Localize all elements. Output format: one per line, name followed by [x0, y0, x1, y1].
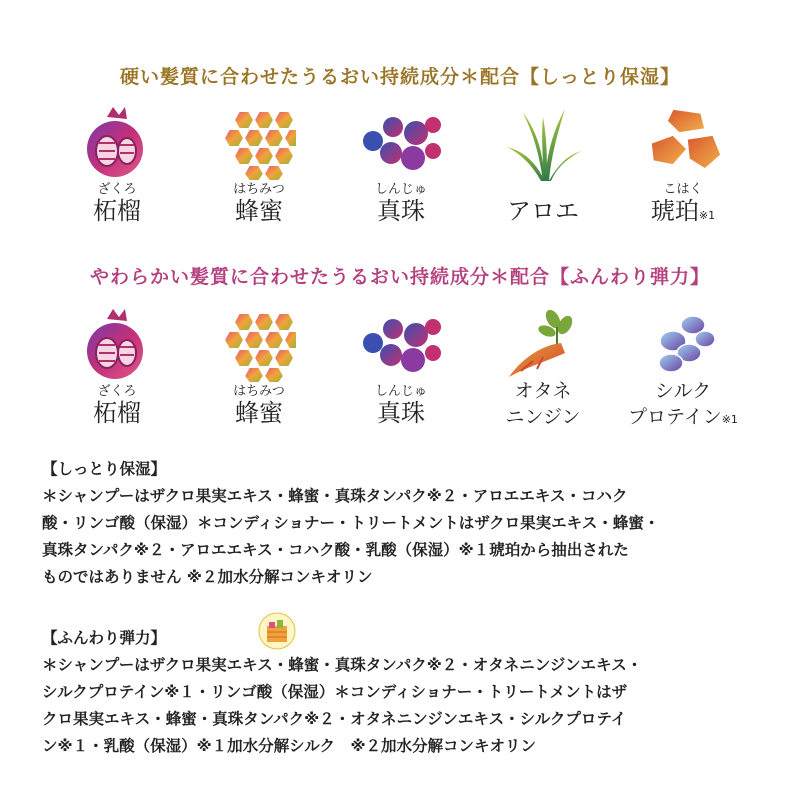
pearls-icon: [361, 305, 441, 385]
ingredient-line: ＊シャンプーはザクロ果実エキス・蜂蜜・真珠タンパク※２・アロエエキス・コハク: [42, 487, 628, 505]
ingredient-line: シルクプロテイン※１・リンゴ酸（保湿）＊コンディショナー・トリートメントはザ: [42, 683, 628, 701]
furigana-label: しんじゅ: [374, 182, 427, 197]
honey-item: [204, 305, 314, 455]
moist-title: 【しっとり保湿】: [42, 460, 167, 478]
ginseng-item: [488, 305, 598, 455]
ingredient-name: 真珠: [377, 399, 425, 427]
footnote-mark: ※1: [721, 413, 738, 426]
ingredient-line: 酸・リンゴ酸（保湿）＊コンディショナー・トリートメントはザクロ果実エキス・蜂蜜・: [42, 514, 660, 532]
aloe-icon: [503, 103, 583, 183]
ingredient-name-text: シルク プロテイン: [628, 380, 722, 428]
pearl-item: [346, 103, 456, 253]
silk-protein-item: [628, 305, 738, 455]
ingredient-name: [628, 378, 738, 433]
amber-item: [628, 103, 738, 253]
honeycomb-icon: [219, 103, 299, 183]
pearl-item: [346, 305, 456, 455]
furigana-label: こはく: [663, 182, 703, 197]
ingredient-name: 柘榴: [93, 399, 141, 427]
ingredient-name: オタネ ニンジン: [505, 380, 581, 428]
furigana-label: ざくろ: [97, 384, 137, 399]
ingredient-line: クロ果実エキス・蜂蜜・真珠タンパク※２・オタネニンジンエキス・シルクプロテイ: [42, 710, 627, 728]
ingredient-name: [628, 197, 738, 230]
pomegranate-item: [62, 103, 172, 253]
honeycomb-icon: [219, 305, 299, 385]
pomegranate-icon: [77, 103, 157, 183]
amber-icon: [643, 103, 723, 183]
honey-item: [204, 103, 314, 253]
airy-ingredients-block: [42, 625, 762, 760]
furigana-label: ざくろ: [97, 182, 137, 197]
ingredient-line: ン※１・乳酸（保湿）※１加水分解シルク ※２加水分解コンキオリン: [42, 737, 537, 755]
footnote-mark: ※1: [698, 209, 716, 222]
silk-protein-icon: [643, 305, 723, 385]
ingredient-name: 蜂蜜: [235, 197, 283, 225]
moist-ingredients-block: [42, 456, 762, 591]
aloe-item: [488, 103, 598, 253]
ingredient-name: 蜂蜜: [235, 399, 283, 427]
airy-title: 【ふんわり弾力】: [42, 629, 167, 647]
ingredient-name-text: 琥珀: [650, 197, 699, 225]
moist-ingredient-row: [62, 103, 738, 253]
ingredient-line: ものではありません ※２加水分解コンキオリン: [42, 568, 373, 586]
pearls-icon: [361, 103, 441, 183]
furigana-label: はちみつ: [233, 384, 285, 399]
moist-section-heading: 硬い髪質に合わせたうるおい持続成分＊配合【しっとり保湿】: [119, 66, 680, 88]
furigana-label: はちみつ: [233, 182, 285, 197]
furigana-label: しんじゅ: [374, 384, 427, 399]
ingredient-name: 真珠: [377, 197, 425, 225]
ingredient-name: アロエ: [507, 197, 579, 225]
airy-section-heading: やわらかい髪質に合わせたうるおい持続成分＊配合【ふんわり弾力】: [89, 266, 710, 288]
ingredient-name: 柘榴: [93, 197, 141, 225]
ginseng-icon: [503, 305, 583, 385]
ingredient-line: ＊シャンプーはザクロ果実エキス・蜂蜜・真珠タンパク※２・オタネニンジンエキス・: [42, 656, 643, 674]
ingredient-line: 真珠タンパク※２・アロエエキス・コハク酸・乳酸（保湿）※１琥珀から抽出された: [42, 541, 629, 559]
airy-ingredient-row: [62, 305, 738, 455]
pomegranate-icon: [77, 305, 157, 385]
pomegranate-item: [62, 305, 172, 455]
